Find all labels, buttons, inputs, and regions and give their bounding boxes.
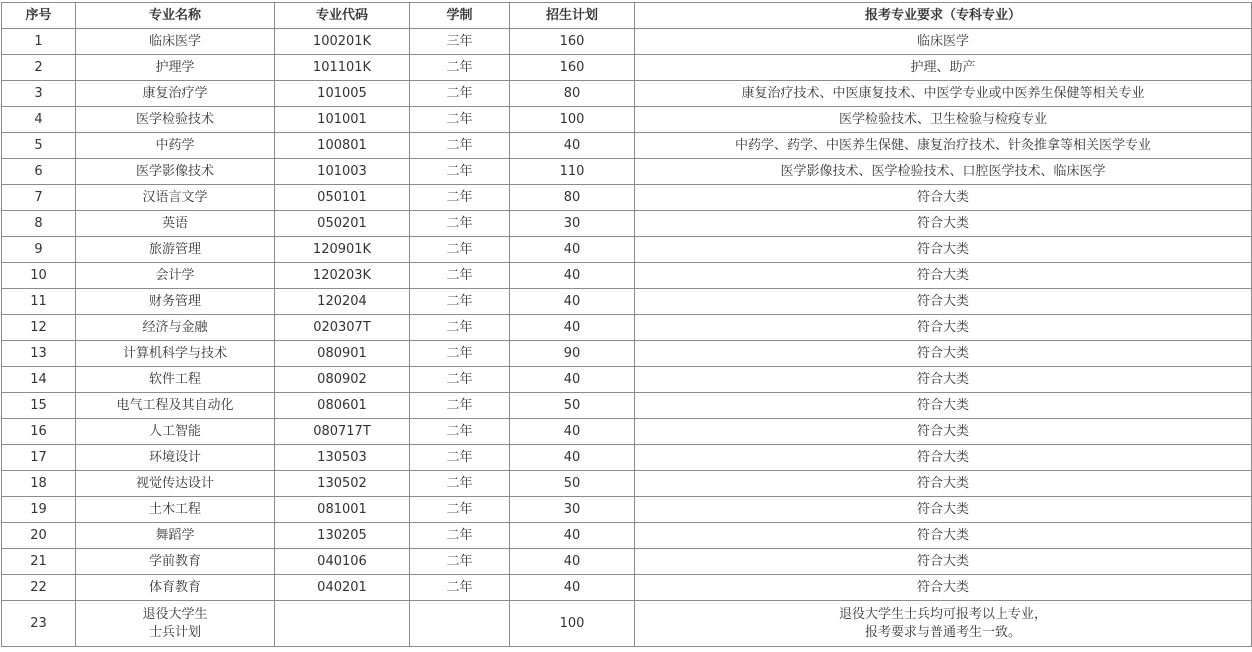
cell-major-name: 软件工程 bbox=[76, 367, 275, 393]
cell-major-name: 临床医学 bbox=[76, 29, 275, 55]
cell-duration: 二年 bbox=[410, 367, 510, 393]
cell-index: 12 bbox=[2, 315, 76, 341]
cell-major-name: 汉语言文学 bbox=[76, 185, 275, 211]
table-row bbox=[2, 107, 1252, 133]
cell-requirements: 符合大类 bbox=[635, 575, 1252, 601]
cell-requirements: 康复治疗技术、中医康复技术、中医学专业或中医养生保健等相关专业 bbox=[635, 81, 1252, 107]
table-row bbox=[2, 445, 1252, 471]
cell-index: 4 bbox=[2, 107, 76, 133]
table-row bbox=[2, 133, 1252, 159]
table-row bbox=[2, 55, 1252, 81]
cell-index: 3 bbox=[2, 81, 76, 107]
cell-major-code: 120203K bbox=[275, 263, 410, 289]
table-row bbox=[2, 367, 1252, 393]
cell-index: 9 bbox=[2, 237, 76, 263]
cell-index: 13 bbox=[2, 341, 76, 367]
cell-major-code: 100201K bbox=[275, 29, 410, 55]
table-row bbox=[2, 523, 1252, 549]
cell-requirements: 医学影像技术、医学检验技术、口腔医学技术、临床医学 bbox=[635, 159, 1252, 185]
cell-major-name: 舞蹈学 bbox=[76, 523, 275, 549]
header-duration: 学制 bbox=[410, 3, 510, 29]
major-name-line-1: 退役大学生 bbox=[142, 606, 208, 622]
cell-duration: 二年 bbox=[410, 237, 510, 263]
cell-enrollment-plan: 40 bbox=[510, 237, 635, 263]
cell-index: 7 bbox=[2, 185, 76, 211]
cell-major-name: 视觉传达设计 bbox=[76, 471, 275, 497]
cell-requirements: 符合大类 bbox=[635, 523, 1252, 549]
cell-major-name: 计算机科学与技术 bbox=[76, 341, 275, 367]
table-row bbox=[2, 81, 1252, 107]
cell-enrollment-plan: 30 bbox=[510, 211, 635, 237]
table-row bbox=[2, 497, 1252, 523]
cell-requirements: 符合大类 bbox=[635, 263, 1252, 289]
cell-requirements: 符合大类 bbox=[635, 393, 1252, 419]
cell-major-code: 101101K bbox=[275, 55, 410, 81]
cell-index: 22 bbox=[2, 575, 76, 601]
cell-requirements: 符合大类 bbox=[635, 341, 1252, 367]
cell-major-code: 040201 bbox=[275, 575, 410, 601]
cell-enrollment-plan: 40 bbox=[510, 445, 635, 471]
cell-duration: 二年 bbox=[410, 107, 510, 133]
cell-requirements: 符合大类 bbox=[635, 315, 1252, 341]
cell-duration: 二年 bbox=[410, 419, 510, 445]
cell-enrollment-plan: 40 bbox=[510, 523, 635, 549]
table-row bbox=[2, 185, 1252, 211]
cell-index: 2 bbox=[2, 55, 76, 81]
table-row bbox=[2, 315, 1252, 341]
cell-duration: 二年 bbox=[410, 497, 510, 523]
cell-index: 16 bbox=[2, 419, 76, 445]
cell-enrollment-plan: 50 bbox=[510, 393, 635, 419]
cell-duration: 二年 bbox=[410, 523, 510, 549]
cell-requirements: 医学检验技术、卫生检验与检疫专业 bbox=[635, 107, 1252, 133]
cell-major-name: 会计学 bbox=[76, 263, 275, 289]
cell-major-name: 电气工程及其自动化 bbox=[76, 393, 275, 419]
cell-duration: 二年 bbox=[410, 263, 510, 289]
cell-major-name: 医学检验技术 bbox=[76, 107, 275, 133]
cell-major-code: 080601 bbox=[275, 393, 410, 419]
cell-index: 20 bbox=[2, 523, 76, 549]
cell-requirements: 符合大类 bbox=[635, 211, 1252, 237]
cell-major-code bbox=[275, 601, 410, 647]
cell-major-name: 环境设计 bbox=[76, 445, 275, 471]
cell-requirements: 护理、助产 bbox=[635, 55, 1252, 81]
cell-index: 17 bbox=[2, 445, 76, 471]
cell-index: 23 bbox=[2, 601, 76, 647]
cell-major-name: 英语 bbox=[76, 211, 275, 237]
cell-duration: 二年 bbox=[410, 211, 510, 237]
cell-enrollment-plan: 30 bbox=[510, 497, 635, 523]
cell-enrollment-plan: 40 bbox=[510, 549, 635, 575]
cell-duration: 二年 bbox=[410, 159, 510, 185]
cell-index: 14 bbox=[2, 367, 76, 393]
cell-requirements: 临床医学 bbox=[635, 29, 1252, 55]
cell-duration: 二年 bbox=[410, 549, 510, 575]
table-row bbox=[2, 289, 1252, 315]
cell-index: 15 bbox=[2, 393, 76, 419]
cell-major-code: 050201 bbox=[275, 211, 410, 237]
cell-duration: 二年 bbox=[410, 185, 510, 211]
cell-major-name: 财务管理 bbox=[76, 289, 275, 315]
cell-major-name: 中药学 bbox=[76, 133, 275, 159]
cell-major-code: 101001 bbox=[275, 107, 410, 133]
cell-enrollment-plan: 160 bbox=[510, 55, 635, 81]
cell-major-name bbox=[76, 601, 275, 647]
cell-major-name: 体育教育 bbox=[76, 575, 275, 601]
cell-major-code: 130502 bbox=[275, 471, 410, 497]
cell-major-name: 医学影像技术 bbox=[76, 159, 275, 185]
cell-duration: 二年 bbox=[410, 575, 510, 601]
cell-major-name: 土木工程 bbox=[76, 497, 275, 523]
cell-requirements: 中药学、药学、中医养生保健、康复治疗技术、针灸推拿等相关医学专业 bbox=[635, 133, 1252, 159]
cell-requirements: 符合大类 bbox=[635, 445, 1252, 471]
cell-duration: 三年 bbox=[410, 29, 510, 55]
cell-index: 18 bbox=[2, 471, 76, 497]
cell-enrollment-plan: 40 bbox=[510, 575, 635, 601]
cell-major-name: 经济与金融 bbox=[76, 315, 275, 341]
cell-index: 19 bbox=[2, 497, 76, 523]
cell-enrollment-plan: 160 bbox=[510, 29, 635, 55]
cell-major-code: 080902 bbox=[275, 367, 410, 393]
cell-major-code: 040106 bbox=[275, 549, 410, 575]
cell-duration: 二年 bbox=[410, 133, 510, 159]
header-index: 序号 bbox=[2, 3, 76, 29]
cell-requirements: 符合大类 bbox=[635, 471, 1252, 497]
cell-major-code: 101003 bbox=[275, 159, 410, 185]
cell-enrollment-plan: 100 bbox=[510, 107, 635, 133]
table-body bbox=[2, 29, 1252, 647]
cell-index: 5 bbox=[2, 133, 76, 159]
cell-major-name: 学前教育 bbox=[76, 549, 275, 575]
cell-index: 1 bbox=[2, 29, 76, 55]
cell-requirements bbox=[635, 601, 1252, 647]
cell-major-code: 101005 bbox=[275, 81, 410, 107]
cell-duration bbox=[410, 601, 510, 647]
cell-enrollment-plan: 80 bbox=[510, 81, 635, 107]
cell-major-code: 130503 bbox=[275, 445, 410, 471]
cell-duration: 二年 bbox=[410, 289, 510, 315]
cell-major-name: 康复治疗学 bbox=[76, 81, 275, 107]
cell-major-code: 120901K bbox=[275, 237, 410, 263]
header-major-name: 专业名称 bbox=[76, 3, 275, 29]
cell-duration: 二年 bbox=[410, 393, 510, 419]
cell-enrollment-plan: 40 bbox=[510, 289, 635, 315]
cell-major-code: 120204 bbox=[275, 289, 410, 315]
cell-enrollment-plan: 40 bbox=[510, 133, 635, 159]
table-row bbox=[2, 341, 1252, 367]
table-row bbox=[2, 29, 1252, 55]
cell-duration: 二年 bbox=[410, 315, 510, 341]
cell-enrollment-plan: 40 bbox=[510, 419, 635, 445]
cell-enrollment-plan: 110 bbox=[510, 159, 635, 185]
header-enrollment-plan: 招生计划 bbox=[510, 3, 635, 29]
cell-requirements: 符合大类 bbox=[635, 185, 1252, 211]
cell-major-code: 081001 bbox=[275, 497, 410, 523]
cell-index: 6 bbox=[2, 159, 76, 185]
cell-index: 10 bbox=[2, 263, 76, 289]
cell-enrollment-plan: 80 bbox=[510, 185, 635, 211]
cell-enrollment-plan: 40 bbox=[510, 367, 635, 393]
cell-major-code: 020307T bbox=[275, 315, 410, 341]
table-row bbox=[2, 263, 1252, 289]
cell-major-name: 旅游管理 bbox=[76, 237, 275, 263]
table-row bbox=[2, 393, 1252, 419]
enrollment-table bbox=[1, 2, 1252, 647]
cell-duration: 二年 bbox=[410, 55, 510, 81]
header-major-code: 专业代码 bbox=[275, 3, 410, 29]
cell-major-code: 050101 bbox=[275, 185, 410, 211]
cell-requirements: 符合大类 bbox=[635, 289, 1252, 315]
cell-requirements: 符合大类 bbox=[635, 237, 1252, 263]
header-row bbox=[2, 3, 1252, 29]
cell-duration: 二年 bbox=[410, 341, 510, 367]
cell-major-code: 080717T bbox=[275, 419, 410, 445]
cell-major-name: 人工智能 bbox=[76, 419, 275, 445]
requirements-line-1: 退役大学生士兵均可报考以上专业， bbox=[838, 606, 1047, 622]
cell-major-code: 080901 bbox=[275, 341, 410, 367]
cell-enrollment-plan: 40 bbox=[510, 263, 635, 289]
cell-index: 8 bbox=[2, 211, 76, 237]
cell-index: 21 bbox=[2, 549, 76, 575]
requirements-line-2: 报考要求与普通考生一致。 bbox=[864, 624, 1021, 640]
cell-major-name: 护理学 bbox=[76, 55, 275, 81]
table-row bbox=[2, 575, 1252, 601]
cell-enrollment-plan: 50 bbox=[510, 471, 635, 497]
cell-major-code: 100801 bbox=[275, 133, 410, 159]
cell-duration: 二年 bbox=[410, 81, 510, 107]
cell-duration: 二年 bbox=[410, 445, 510, 471]
cell-index: 11 bbox=[2, 289, 76, 315]
cell-requirements: 符合大类 bbox=[635, 419, 1252, 445]
cell-duration: 二年 bbox=[410, 471, 510, 497]
table-row bbox=[2, 471, 1252, 497]
table-row bbox=[2, 237, 1252, 263]
table-row bbox=[2, 211, 1252, 237]
cell-requirements: 符合大类 bbox=[635, 549, 1252, 575]
cell-enrollment-plan: 90 bbox=[510, 341, 635, 367]
cell-enrollment-plan: 40 bbox=[510, 315, 635, 341]
cell-major-code: 130205 bbox=[275, 523, 410, 549]
major-name-line-2: 士兵计划 bbox=[148, 624, 201, 640]
table-row-veterans bbox=[2, 601, 1252, 647]
table-row bbox=[2, 159, 1252, 185]
table-row bbox=[2, 419, 1252, 445]
cell-requirements: 符合大类 bbox=[635, 367, 1252, 393]
table-row bbox=[2, 549, 1252, 575]
cell-enrollment-plan: 100 bbox=[510, 601, 635, 647]
header-requirements: 报考专业要求（专科专业） bbox=[635, 3, 1252, 29]
cell-requirements: 符合大类 bbox=[635, 497, 1252, 523]
